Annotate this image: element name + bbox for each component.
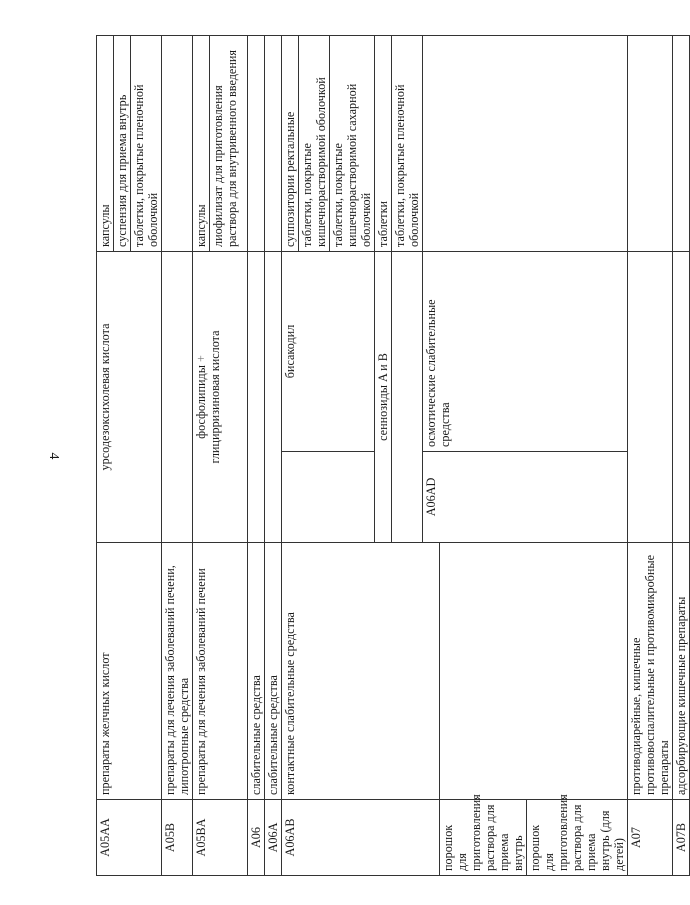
- atc-code-cell: A06AB: [282, 800, 440, 876]
- table-row: [282, 35, 299, 875]
- group-cell: адсорбирующие кишечные препараты: [673, 543, 690, 800]
- empty-cell: [248, 35, 265, 251]
- empty-cell: [423, 35, 628, 251]
- form-cell: таблетки, покрытые пленочной оболочкой: [392, 35, 423, 251]
- plus-sign: +: [194, 355, 208, 363]
- group-cell: препараты желчных кислот: [97, 543, 162, 800]
- empty-cell: [265, 35, 282, 251]
- form-cell: таблетки, покрытые кишечнорастворимой оболочкой: [299, 35, 330, 251]
- form-cell: капсулы: [193, 35, 210, 251]
- table-row: [628, 35, 673, 875]
- inn-b: глицирризиновая кислота: [208, 330, 222, 464]
- empty-cell: [162, 35, 193, 251]
- empty-cell: [162, 251, 193, 542]
- atc-code-cell: A06: [248, 800, 265, 876]
- empty-cell: [628, 35, 673, 251]
- atc-code-cell: A05BA: [193, 800, 248, 876]
- form-cell: порошок для приготовления раствора для приема внутрь (для детей): [527, 800, 628, 876]
- drug-table: [96, 35, 690, 876]
- form-cell: таблетки: [375, 35, 392, 251]
- empty-cell: [673, 35, 690, 251]
- form-cell: капсулы: [97, 35, 114, 251]
- group-cell: препараты для лечения заболеваний печени, липотропные средства: [162, 543, 193, 800]
- atc-code-cell: A07: [628, 800, 673, 876]
- empty-cell: [392, 251, 423, 542]
- empty-cell: [673, 251, 690, 542]
- group-cell: слабительные средства: [248, 543, 265, 800]
- table-row: [162, 35, 193, 875]
- form-cell: лиофилизат для приготовления раствора для внутривенного введения: [210, 35, 248, 251]
- inn-cell: [193, 251, 248, 542]
- atc-code-cell: A06A: [265, 800, 282, 876]
- table-row: [265, 35, 282, 875]
- drug-table-rotated: [96, 36, 688, 876]
- atc-code-cell: A06AD: [423, 452, 628, 543]
- empty-cell: [628, 251, 673, 542]
- form-cell: таблетки, покрытые пленочной оболочкой: [131, 35, 162, 251]
- group-cell: контактные слабительные средства: [282, 543, 440, 800]
- empty-cell: [248, 251, 265, 542]
- empty-cell: [265, 251, 282, 542]
- table-row: [248, 35, 265, 875]
- group-cell: противодиарейные, кишечные противовоспалительные и противомикробные препараты: [628, 543, 673, 800]
- group-cell: слабительные средства: [265, 543, 282, 800]
- inn-cell: урсодезоксихолевая кислота: [97, 251, 162, 542]
- atc-code-cell: A05B: [162, 800, 193, 876]
- inn-a: фосфолипиды: [194, 365, 208, 439]
- form-cell: суспензия для приема внутрь: [114, 35, 131, 251]
- form-cell: суппозитории ректальные: [282, 35, 299, 251]
- page-number: 4: [46, 452, 61, 460]
- empty-cell: [282, 452, 375, 543]
- atc-code-cell: A05AA: [97, 800, 162, 876]
- atc-code-cell: A07B: [673, 800, 690, 876]
- inn-cell: сеннозиды A и B: [375, 251, 392, 542]
- table-row: [193, 35, 210, 875]
- form-cell: порошок для приготовления раствора для приема внутрь: [440, 800, 527, 876]
- group-cell: осмотические слабительные средства: [423, 251, 628, 451]
- inn-cell: бисакодил: [282, 251, 375, 451]
- table-row: [673, 35, 690, 875]
- table-row: [97, 35, 114, 875]
- group-cell: препараты для лечения заболеваний печени: [193, 543, 248, 800]
- form-cell: таблетки, покрытые кишечнорастворимой сахарной оболочкой: [330, 35, 375, 251]
